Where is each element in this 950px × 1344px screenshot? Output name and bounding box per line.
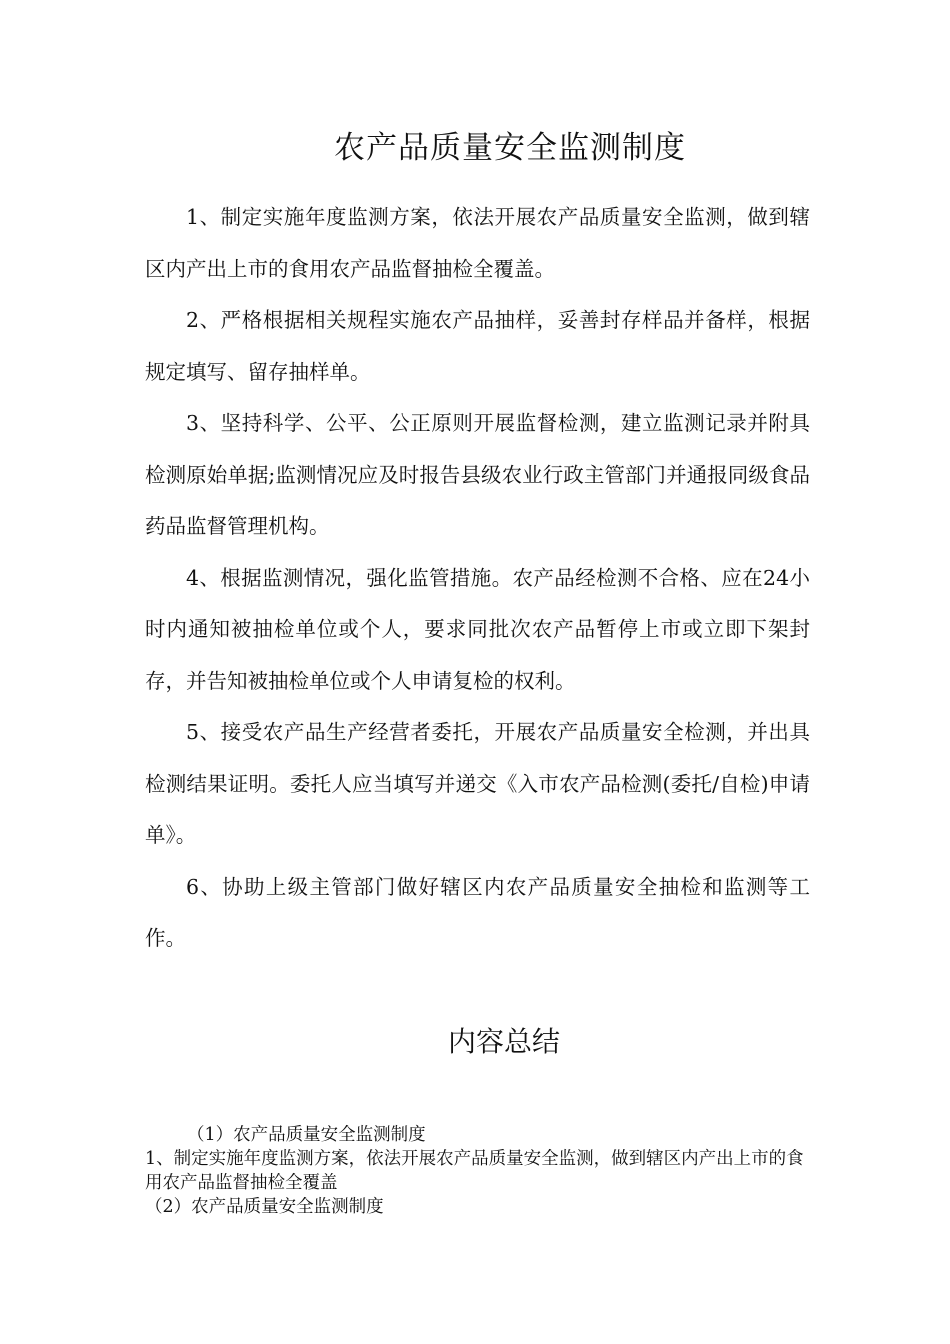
summary-item-2-heading: （2）农产品质量安全监测制度 xyxy=(145,1197,384,1217)
paragraph-2: 2、严格根据相关规程实施农产品抽样，妥善封存样品并备样，根据规定填写、留存抽样单。 xyxy=(145,308,810,384)
document-title: 农产品质量安全监测制度 xyxy=(334,130,686,166)
summary-item-1-heading: （1）农产品质量安全监测制度 xyxy=(187,1125,426,1145)
summary-block xyxy=(145,1123,810,1219)
paragraph-6: 6、协助上级主管部门做好辖区内农产品质量安全抽检和监测等工作。 xyxy=(145,874,810,950)
summary-title: 内容总结 xyxy=(447,1025,560,1058)
paragraph-3: 3、坚持科学、公平、公正原则开展监督检测，建立监测记录并附具检测原始单据;监测情况应及时报告县级农业行政主管部门并通报同级食品药品监督管理机构。 xyxy=(145,411,810,538)
summary-item-1-body: 1、制定实施年度监测方案，依法开展农产品质量安全监测，做到辖区内产出上市的食用农产品监督抽检全覆盖 xyxy=(145,1149,804,1193)
document-body xyxy=(145,192,810,965)
paragraph-5: 5、接受农产品生产经营者委托，开展农产品质量安全检测，并出具检测结果证明。委托人应当填写并递交《入市农产品检测(委托/自检)申请单》。 xyxy=(145,720,810,847)
paragraph-4: 4、根据监测情况，强化监管措施。农产品经检测不合格、应在24小时内通知被抽检单位或个人，要求同批次农产品暂停上市或立即下架封存，并告知被抽检单位或个人申请复检的权利。 xyxy=(145,565,810,693)
paragraph-1: 1、制定实施年度监测方案，依法开展农产品质量安全监测，做到辖区内产出上市的食用农产品监督抽检全覆盖。 xyxy=(145,205,810,281)
